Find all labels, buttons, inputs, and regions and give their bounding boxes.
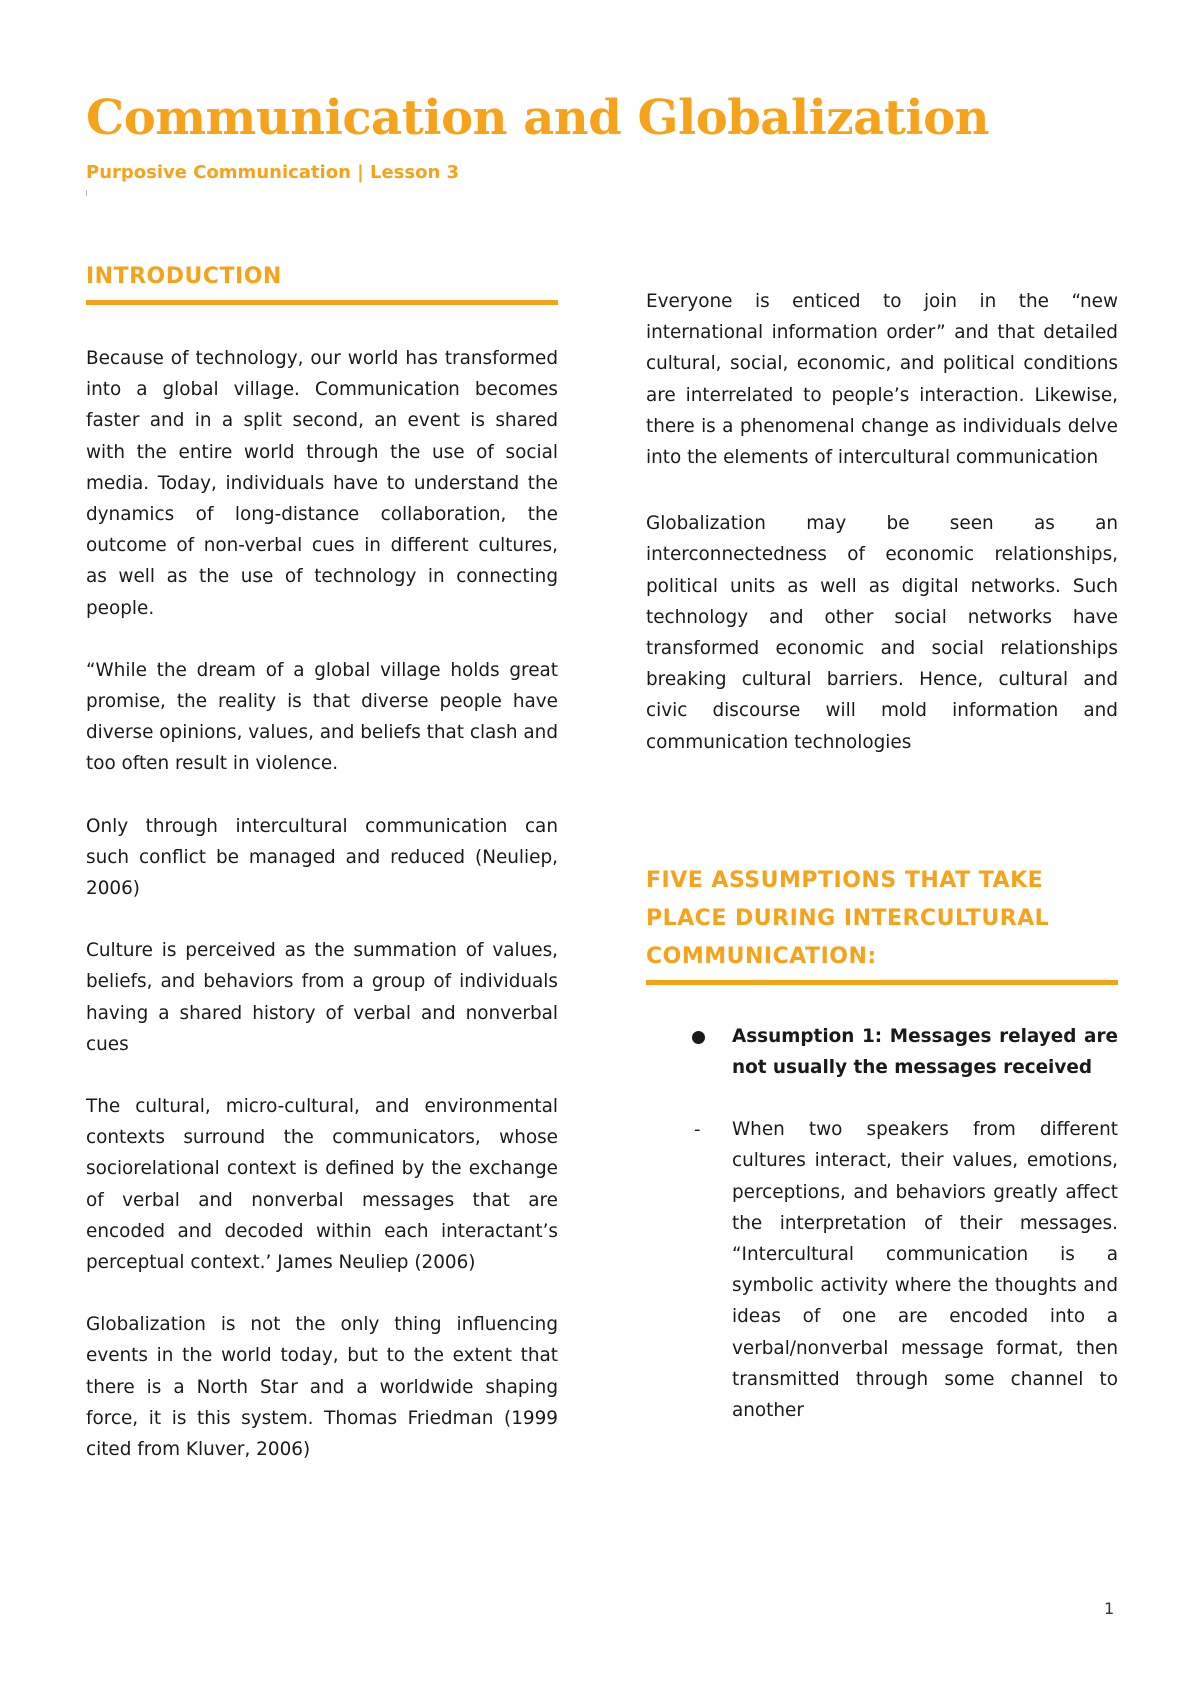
introduction-body bbox=[86, 343, 558, 1465]
assumptions-section bbox=[646, 862, 1118, 1426]
document-title: Communication and Globalization bbox=[86, 90, 990, 146]
heading-rule bbox=[646, 980, 1118, 985]
paragraph: “While the dream of a global village holds great promise, the reality is that diverse people have diverse opinions, values, and beliefs that clash and too often result in violence. bbox=[86, 659, 559, 775]
assumptions-heading: FIVE ASSUMPTIONS THAT TAKE PLACE DURING INTERCULTURAL COMMUNICATION: bbox=[646, 867, 1050, 969]
document-subtitle: Purposive Communication | Lesson 3 bbox=[86, 162, 460, 183]
introduction-heading: INTRODUCTION bbox=[86, 264, 282, 289]
dash-icon: - bbox=[694, 1119, 701, 1141]
paragraph: Everyone is enticed to join in the “new international information order” and that detailed cultural, social, economic, and political conditions are interrelated to people’s interaction. Likewise, there is a phenomenal change as individuals delve into the elements of intercultural communication bbox=[646, 291, 1118, 469]
assumption-detail: When two speakers from different cultures interact, their values, emotions, perceptions, and behaviors greatly affect the interpretation of their messages. “Intercultural communication is a symbolic activity where the thoughts and ideas of one are encoded into a verbal/nonverbal message format, then transmitted through some channel to another bbox=[732, 1119, 1118, 1422]
page-number: 1 bbox=[1104, 1599, 1115, 1618]
paragraph: Culture is perceived as the summation of values, beliefs, and behaviors from a group of individuals having a shared history of verbal and nonverbal cues bbox=[86, 940, 558, 1055]
bullet-icon bbox=[692, 1031, 705, 1044]
list-item bbox=[646, 1021, 1118, 1083]
list-item bbox=[646, 1114, 1118, 1426]
right-column bbox=[646, 286, 1118, 1426]
introduction-section-header bbox=[86, 258, 558, 305]
globalization-body bbox=[646, 286, 1118, 758]
left-column bbox=[86, 258, 558, 1465]
paragraph: Globalization may be seen as an interconnectedness of economic relationships, political units as well as digital networks. Such technology and other social networks have transformed economic and social relationships breaking cultural barriers. Hence, cultural and civic discourse will mold information and communication technologies bbox=[646, 513, 1118, 753]
assumption-title: Assumption 1: Messages relayed are not usually the messages received bbox=[732, 1025, 1118, 1079]
divider-mark bbox=[86, 190, 87, 196]
paragraph: Only through intercultural communication can such conflict be managed and reduced (Neuliep, 2006) bbox=[86, 815, 558, 900]
heading-rule bbox=[86, 300, 558, 305]
paragraph: Because of technology, our world has transformed into a global village. Communication becomes faster and in a split second, an event is shared with the entire world through the use of social media. Today, individuals have to understand the dynamics of long-distance collaboration, the outcome of non-verbal cues in different cultures, as well as the use of technology in connecting people. bbox=[86, 348, 558, 619]
paragraph: Globalization is not the only thing influencing events in the world today, but to the extent that there is a North Star and a worldwide shaping force, it is this system. Thomas Friedman (1999 cited from Kluver, 2006) bbox=[86, 1314, 558, 1461]
paragraph: The cultural, micro-cultural, and environmental contexts surround the communicators, whose sociorelational context is defined by the exchange of verbal and nonverbal messages that are encoded and decoded within each interactant’s perceptual context.’ James Neuliep (2006) bbox=[86, 1096, 558, 1274]
